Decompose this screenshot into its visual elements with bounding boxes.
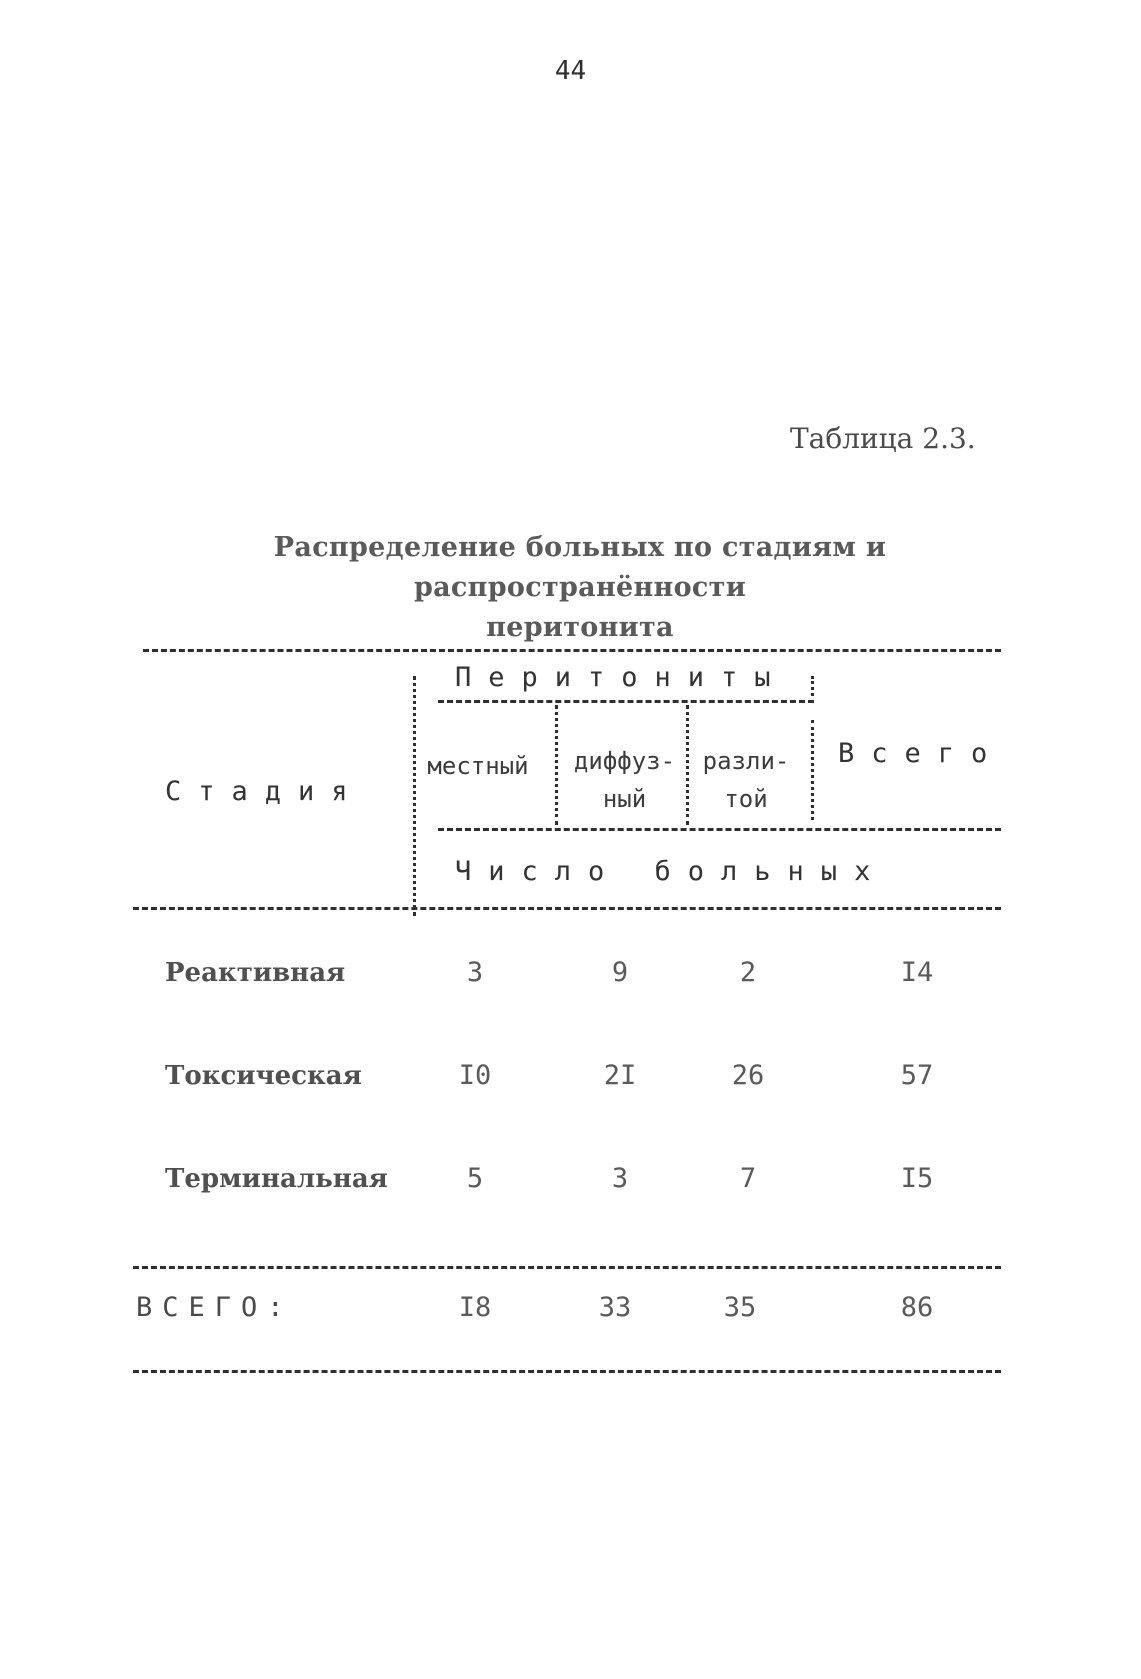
- header-group-rule: [438, 700, 814, 703]
- header-col-diffuse-line-1: диффуз-: [573, 747, 676, 775]
- header-col-diffuse-line-2: ный: [602, 785, 647, 813]
- header-divider-spread: [811, 720, 814, 820]
- header-unit: Число больных: [455, 856, 888, 887]
- header-divider-group-end: [811, 676, 814, 696]
- header-col-total: Всего: [838, 738, 1005, 769]
- caption-line-1: Распределение больных по стадиям и распространённости: [273, 532, 887, 603]
- cell-diffuse: 3: [611, 1163, 629, 1194]
- header-stage: Стадия: [165, 776, 365, 807]
- table-bottom-rule: [133, 1370, 1001, 1373]
- cell-total: I5: [900, 1163, 934, 1194]
- total-local: I8: [458, 1292, 492, 1323]
- page-number: 44: [554, 56, 587, 86]
- table-label: Таблица 2.3.: [790, 422, 976, 455]
- header-divider-local: [555, 705, 558, 825]
- cell-local: 3: [466, 957, 484, 988]
- total-spread: 35: [723, 1292, 757, 1323]
- header-subcol-rule: [438, 828, 1001, 831]
- header-peritonitis-group: Перитониты: [455, 662, 788, 693]
- totals-top-rule: [133, 1266, 1001, 1269]
- cell-diffuse: 2I: [603, 1060, 637, 1091]
- cell-total: 57: [900, 1060, 934, 1091]
- caption-line-2: перитонита: [486, 612, 674, 643]
- header-divider-stage: [413, 676, 416, 916]
- cell-local: I0: [458, 1060, 492, 1091]
- header-divider-diffuse: [686, 705, 689, 825]
- header-col-diffuse: [562, 742, 687, 818]
- header-bottom-rule: [133, 907, 1001, 910]
- row-stage: Реактивная: [165, 958, 346, 988]
- total-total: 86: [900, 1292, 934, 1323]
- row-stage: Терминальная: [165, 1164, 388, 1194]
- header-col-spread-line-2: той: [724, 785, 768, 813]
- header-col-spread: [690, 742, 802, 818]
- header-col-spread-line-1: разли-: [702, 747, 790, 775]
- cell-diffuse: 9: [611, 957, 629, 988]
- header-col-local: местный: [427, 752, 529, 780]
- cell-total: I4: [900, 957, 934, 988]
- table-top-rule: [143, 649, 1001, 652]
- totals-label: ВСЕГО:: [136, 1292, 294, 1323]
- cell-spread: 2: [739, 957, 757, 988]
- cell-spread: 26: [731, 1060, 765, 1091]
- row-stage: Токсическая: [165, 1061, 362, 1091]
- cell-local: 5: [466, 1163, 484, 1194]
- table-caption: [140, 528, 1020, 648]
- total-diffuse: 33: [598, 1292, 632, 1323]
- cell-spread: 7: [739, 1163, 757, 1194]
